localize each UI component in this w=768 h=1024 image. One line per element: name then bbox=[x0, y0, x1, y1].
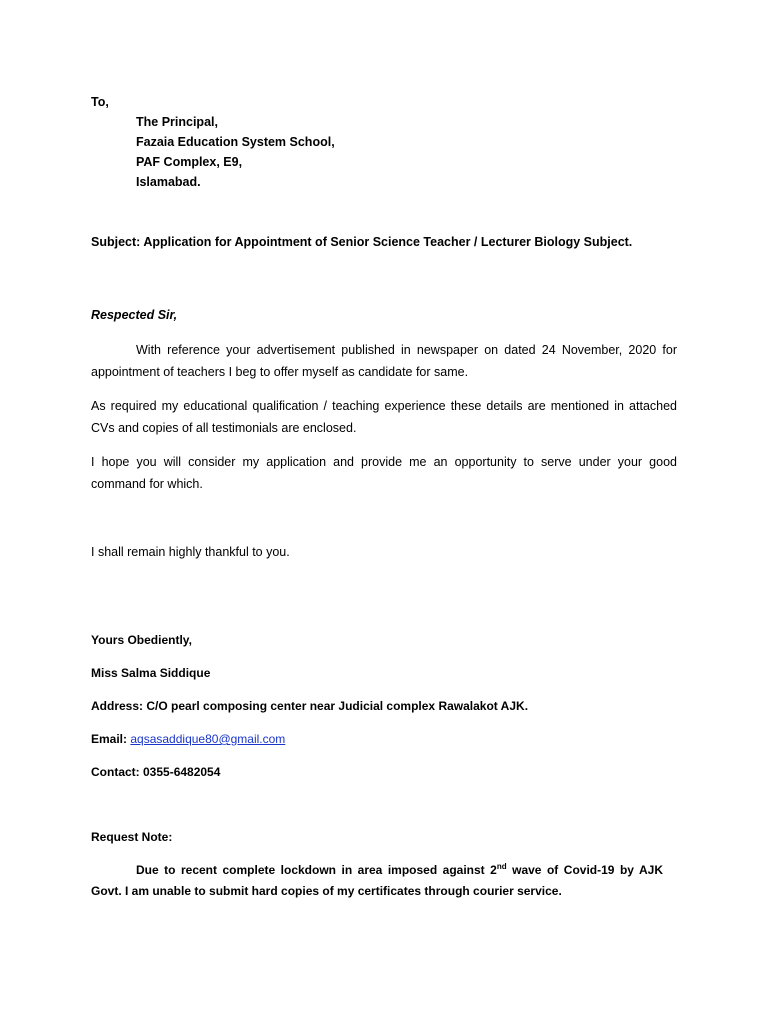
request-note-text: Due to recent complete lockdown in area imposed against 2nd wave of Covid-19 by AJK Govt. I am unable to submit hard copies of my certificates through courier service. bbox=[91, 862, 664, 898]
signoff: Yours Obediently, bbox=[91, 633, 192, 647]
recipient-line-2: Fazaia Education System School, bbox=[136, 135, 335, 149]
email-link[interactable]: aqsasaddique80@gmail.com bbox=[130, 732, 286, 746]
recipient-line-3: PAF Complex, E9, bbox=[136, 155, 243, 169]
email-label: Email: bbox=[91, 732, 131, 746]
sender-name: Miss Salma Siddique bbox=[91, 666, 211, 680]
recipient-line-1: The Principal, bbox=[136, 115, 218, 129]
to-label: To, bbox=[91, 95, 109, 109]
body-paragraph-4: I shall remain highly thankful to you. bbox=[91, 545, 290, 559]
recipient-line-4: Islamabad. bbox=[136, 175, 201, 189]
body-paragraph-1: With reference your advertisement published in newspaper on dated 24 November, 2020 for appointment of teachers I beg to offer myself as candidate for same. bbox=[91, 343, 677, 379]
salutation: Respected Sir, bbox=[91, 308, 178, 322]
sender-email-row bbox=[91, 729, 285, 749]
sender-address: Address: C/O pearl composing center near Judicial complex Rawalakot AJK. bbox=[91, 699, 529, 713]
request-note-title: Request Note: bbox=[91, 830, 173, 844]
sender-contact: Contact: 0355-6482054 bbox=[91, 765, 221, 779]
subject-line: Subject: Application for Appointment of Senior Science Teacher / Lecturer Biology Subject. bbox=[91, 235, 633, 249]
superscript-nd: nd bbox=[496, 862, 507, 871]
body-paragraph-3: I hope you will consider my application and provide me an opportunity to serve under your good command for which. bbox=[91, 455, 677, 491]
body-paragraph-2: As required my educational qualification / teaching experience these details are mentioned in attached CVs and copies of all testimonials are enclosed. bbox=[91, 399, 677, 435]
